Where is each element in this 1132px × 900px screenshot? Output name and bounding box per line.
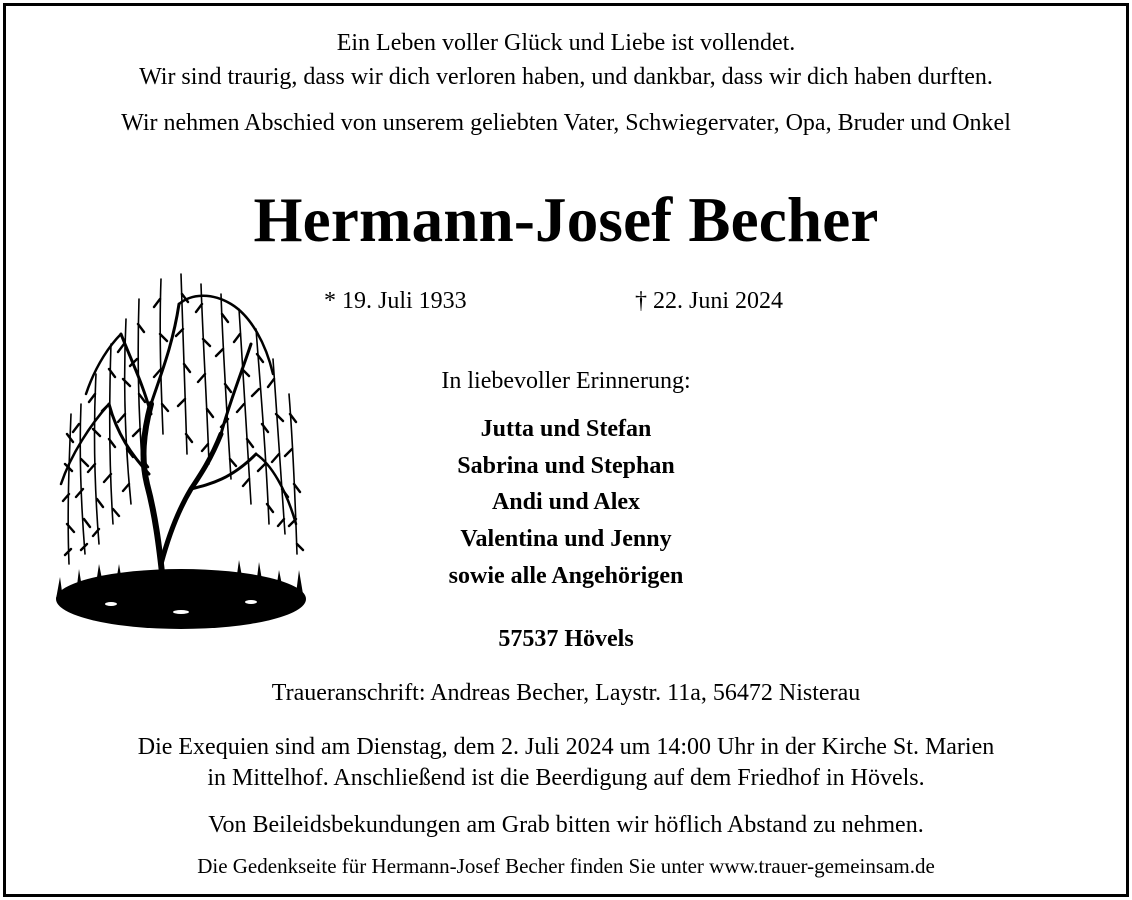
- death-date: † 22. Juni 2024: [635, 288, 784, 314]
- mourner-5: sowie alle Angehörigen: [448, 563, 684, 589]
- mourner-2: Sabrina und Stephan: [457, 453, 675, 479]
- condolence-note: Von Beileidsbekundungen am Grab bitten wir höflich Abstand zu nehmen.: [208, 812, 924, 838]
- mourner-4: Valentina und Jenny: [460, 526, 672, 552]
- weeping-willow-icon: [51, 264, 313, 656]
- funeral-line-2: in Mittelhof. Anschließend ist die Beerdigung auf dem Friedhof in Hövels.: [207, 765, 925, 791]
- intro-line-1: Ein Leben voller Glück und Liebe ist vollendet.: [336, 30, 796, 56]
- deceased-name: Hermann-Josef Becher: [253, 185, 879, 255]
- remembrance-heading: In liebevoller Erinnerung:: [441, 368, 691, 394]
- funeral-line-1: Die Exequien sind am Dienstag, dem 2. Juli 2024 um 14:00 Uhr in der Kirche St. Marien: [137, 734, 995, 760]
- intro-line-3: Wir nehmen Abschied von unserem geliebten Vater, Schwiegervater, Opa, Bruder und Onkel: [121, 110, 1011, 136]
- memorial-page-note: Die Gedenkseite für Hermann-Josef Becher finden Sie unter www.trauer-gemeinsam.de: [197, 854, 935, 878]
- obituary-notice: [3, 3, 1129, 897]
- place: 57537 Hövels: [498, 626, 634, 652]
- mourner-1: Jutta und Stefan: [480, 416, 652, 442]
- intro-line-2: Wir sind traurig, dass wir dich verloren haben, und dankbar, dass wir dich haben durften.: [139, 64, 993, 90]
- mourner-3: Andi und Alex: [491, 489, 641, 515]
- birth-date: * 19. Juli 1933: [324, 288, 467, 314]
- mourning-address: Traueranschrift: Andreas Becher, Laystr. 11a, 56472 Nisterau: [271, 680, 861, 706]
